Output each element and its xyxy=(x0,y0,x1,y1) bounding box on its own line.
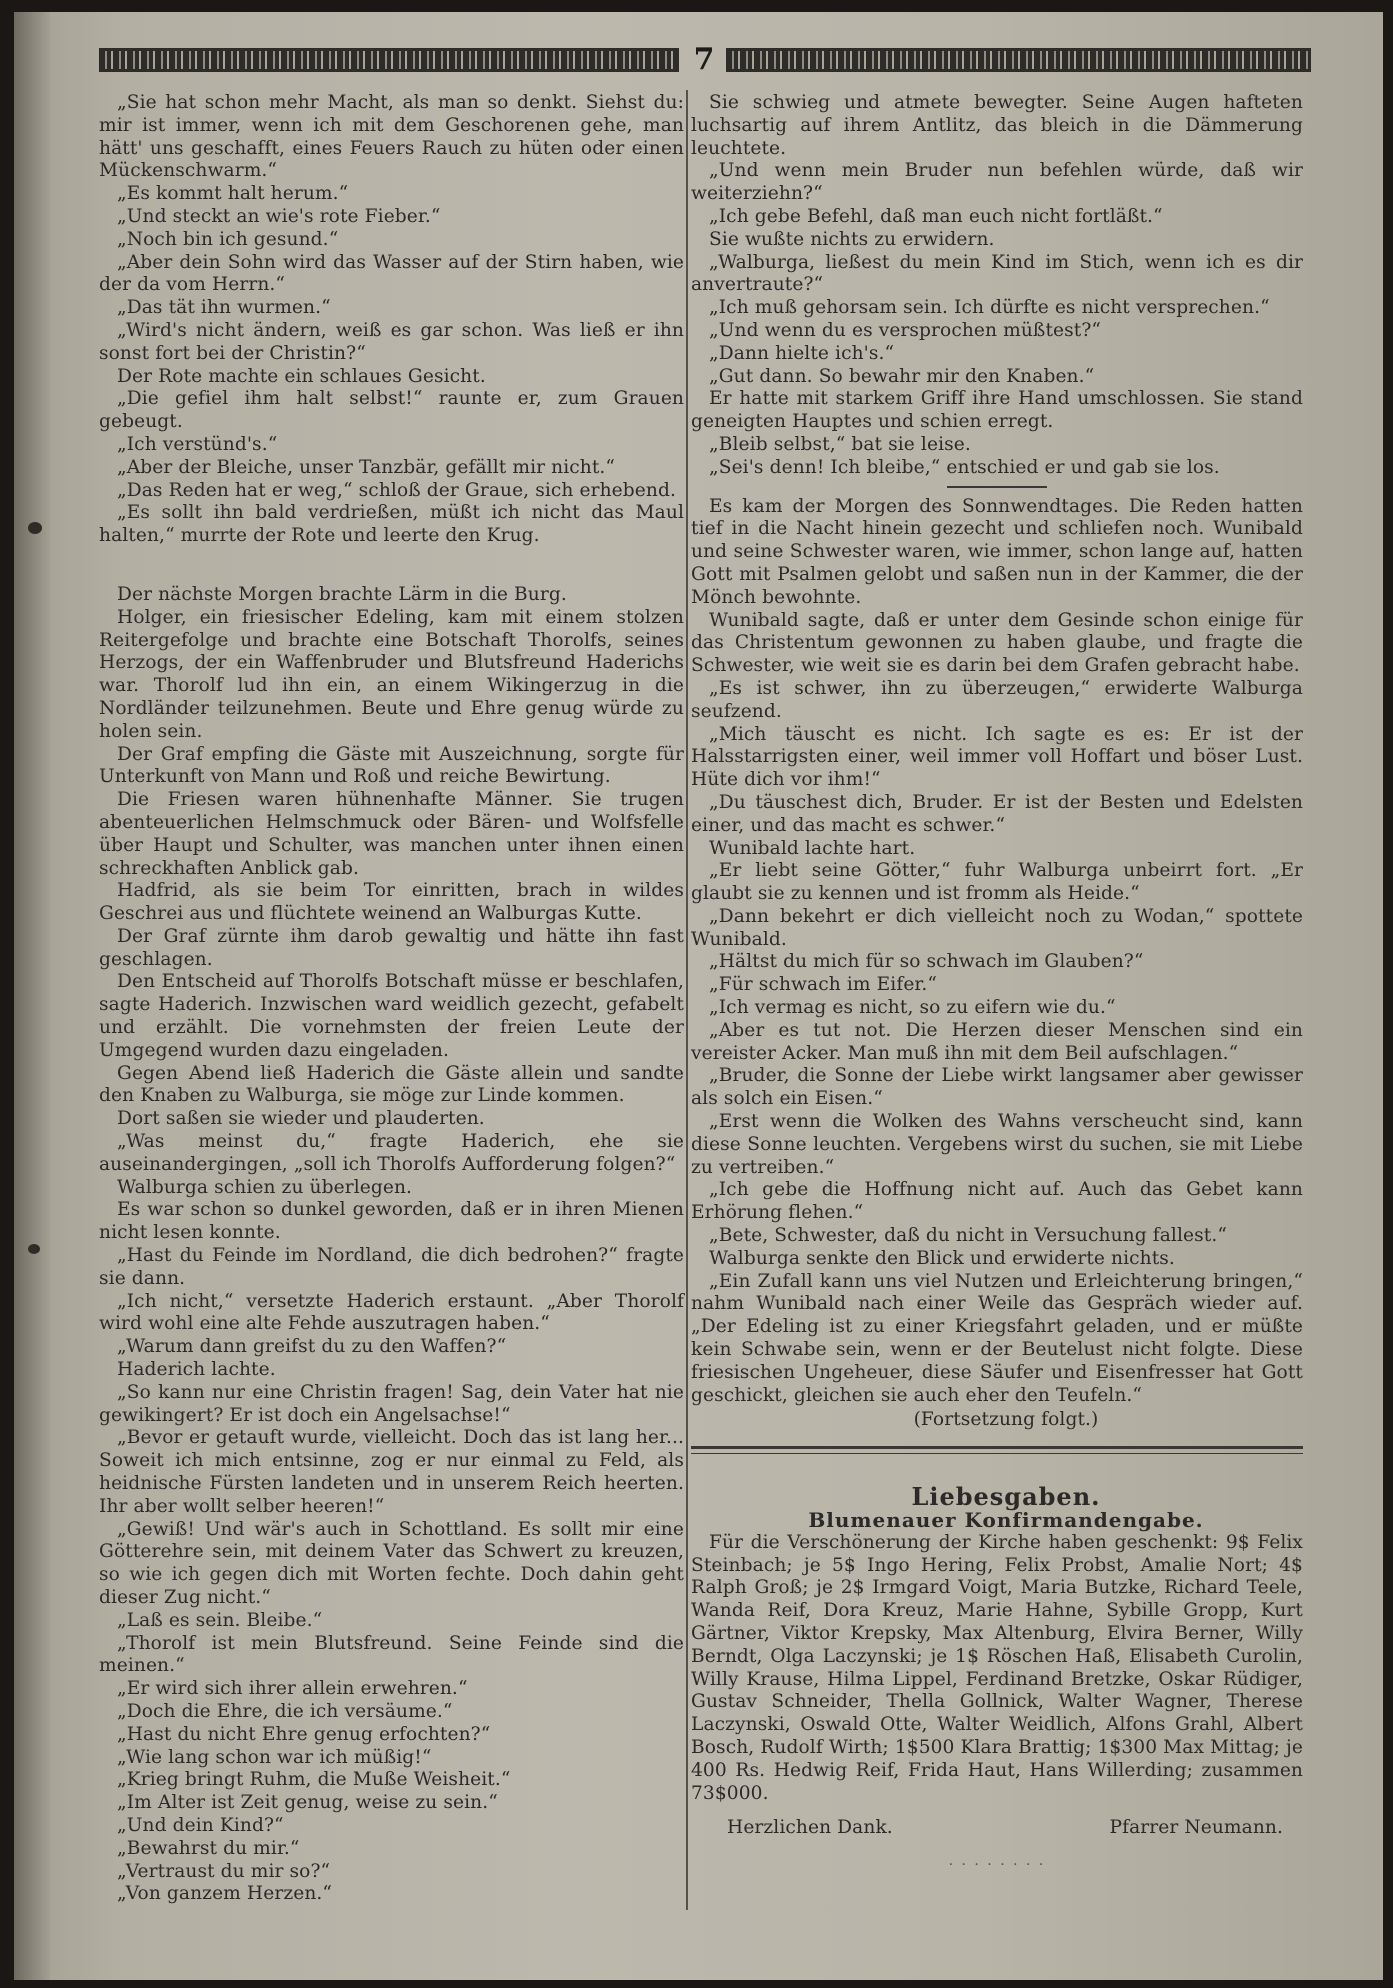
paragraph: „Bleib selbst,“ bat sie leise. xyxy=(709,433,971,455)
paragraph: Die Friesen waren hühnenhafte Männer. Sie trugen abenteuerlichen Helmschmuck oder Bären- und Wolfsfelle über Haupt und Schulter, was manchen unter ihnen einen schreckhaften Anblick gab. xyxy=(99,789,684,879)
paragraph: „Ich nicht,“ versetzte Haderich erstaunt. „Aber Thorolf wird wohl eine alte Fehde auszutragen haben.“ xyxy=(99,1290,684,1335)
paragraph: Er hatte mit starkem Griff ihre Hand umschlossen. Sie stand geneigten Hauptes und schien erregt. xyxy=(691,388,1303,433)
paragraph: „Warum dann greifst du zu den Waffen?“ xyxy=(117,1336,507,1358)
paragraph: „Laß es sein. Bleibe.“ xyxy=(117,1609,323,1631)
paragraph: „Und wenn mein Bruder nun befehlen würde, daß wir weiterziehn?“ xyxy=(691,160,1303,205)
paragraph: „Ich gebe Befehl, daß man euch nicht fortläßt.“ xyxy=(709,205,1163,227)
paragraph: „Mich täuscht es nicht. Ich sagte es es: Er ist der Halsstarrigsten einer, weil immer voll Hoffart und böser Lust. Hüte dich vor ihm!“ xyxy=(691,723,1303,791)
paragraph: Sie schwieg und atmete bewegter. Seine Augen hafteten luchsartig auf ihrem Antlitz, das bleich in die Dämmerung leuchtete. xyxy=(691,92,1303,159)
paragraph: Es war schon so dunkel geworden, daß er in ihren Mienen nicht lesen konnte. xyxy=(99,1199,684,1244)
binding-hole xyxy=(28,1244,40,1254)
paragraph: Walburga schien zu überlegen. xyxy=(117,1176,413,1198)
paragraph: „So kann nur eine Christin fragen! Sag, dein Vater hat nie gewikingert? Er ist doch ein Angelsachse!“ xyxy=(99,1381,684,1426)
story-part-3 xyxy=(691,92,1303,480)
paragraph: Walburga senkte den Blick und erwiderte nichts. xyxy=(709,1247,1175,1269)
paragraph: „Es kommt halt herum.“ xyxy=(117,183,349,205)
paragraph: „Dann hielte ich's.“ xyxy=(709,342,895,364)
story-part-1 xyxy=(99,92,684,548)
paragraph: „Er liebt seine Götter,“ fuhr Walburga unbeirrt fort. „Er glaubt sie zu kennen und ist fromm als Heide.“ xyxy=(691,860,1303,905)
binding-spine xyxy=(14,12,50,1980)
paragraph: „Bruder, die Sonne der Liebe wirkt langsamer aber gewisser als solch ein Eisen.“ xyxy=(691,1065,1303,1110)
paragraph: „Krieg bringt Ruhm, die Muße Weisheit.“ xyxy=(117,1769,511,1791)
paragraph: „Von ganzem Herzen.“ xyxy=(117,1883,333,1905)
paragraph: „Du täuschest dich, Bruder. Er ist der Besten und Edelsten einer, und das macht es schwer.“ xyxy=(691,791,1303,836)
section-rule xyxy=(691,1446,1303,1454)
paragraph: „Thorolf ist mein Blutsfreund. Seine Feinde sind die meinen.“ xyxy=(99,1632,684,1677)
story-part-2 xyxy=(99,584,684,1906)
paragraph: Dort saßen sie wieder und plauderten. xyxy=(117,1108,485,1130)
thanks-text: Herzlichen Dank. xyxy=(727,1817,893,1839)
paragraph: „Wie lang schon war ich müßig!“ xyxy=(117,1746,432,1768)
paragraph: Den Entscheid auf Thorolfs Botschaft müsse er beschlafen, sagte Haderich. Inzwischen ward weidlich gezecht, gefabelt und erzählt. Die vornehmsten der freien Leute der Umgegend wurden dazu eingeladen. xyxy=(99,971,684,1061)
paragraph: „Doch die Ehre, die ich versäume.“ xyxy=(117,1700,453,1722)
paragraph: Der Graf empfing die Gäste mit Auszeichnung, sorgte für Unterkunft von Mann und Roß und reiche Bewirtung. xyxy=(99,743,684,788)
header-ornament-right xyxy=(726,48,1311,72)
paragraph: „Für schwach im Eifer.“ xyxy=(709,974,937,996)
paragraph: Der nächste Morgen brachte Lärm in die Burg. xyxy=(117,583,567,605)
scene-break-rule xyxy=(947,486,1047,488)
paragraph: „Ich muß gehorsam sein. Ich dürfte es nicht versprechen.“ xyxy=(709,297,1270,319)
paragraph: „Aber es tut not. Die Herzen dieser Menschen sind ein vereister Acker. Man muß ihn mit dem Beil aufschlagen.“ xyxy=(691,1019,1303,1064)
paragraph: Es kam der Morgen des Sonnwendtages. Die Reden hatten tief in die Nacht hinein gezecht und schliefen noch. Wunibald und seine Schwester waren, wie immer, schon lange auf, hatten Gott mit Psalmen gelobt und saßen nun in der Kammer, die der Mönch bewohnte. xyxy=(691,495,1303,608)
paragraph: „Die gefiel ihm halt selbst!“ raunte er, zum Grauen gebeugt. xyxy=(99,388,684,433)
right-column xyxy=(691,92,1303,1877)
left-column xyxy=(99,92,684,1906)
signature-line xyxy=(691,1813,1303,1840)
paragraph: „Vertraust du mir so?“ xyxy=(117,1860,331,1882)
paragraph: „Hast du nicht Ehre genug erfochten?“ xyxy=(117,1723,491,1745)
paragraph: „Bewahrst du mir.“ xyxy=(117,1837,300,1859)
paragraph: „Walburga, ließest du mein Kind im Stich, wenn ich es dir anvertraute?“ xyxy=(691,251,1303,296)
end-ornament: · · · · · · · · xyxy=(948,1857,1046,1874)
newspaper-page xyxy=(14,12,1383,1980)
story-part-4 xyxy=(691,496,1303,1408)
paragraph: Haderich lachte. xyxy=(117,1359,276,1381)
paragraph: „Er wird sich ihrer allein erwehren.“ xyxy=(117,1678,468,1700)
paragraph: „Gewiß! Und wär's auch in Schottland. Es sollt mir eine Götterehre sein, mit deinem Vater das Schwert zu kreuzen, so wie ich gegen dich mit Worten fechte. Doch dahin geht dieser Zug nicht.“ xyxy=(99,1518,684,1608)
paragraph: Sie wußte nichts zu erwidern. xyxy=(709,228,995,250)
paragraph: „Dann bekehrt er dich vielleicht noch zu Wodan,“ spottete Wunibald. xyxy=(691,905,1303,950)
paragraph: „Aber der Bleiche, unser Tanzbär, gefällt mir nicht.“ xyxy=(117,456,616,478)
column-divider xyxy=(686,90,688,1910)
paragraph: „Sei's denn! Ich bleibe,“ entschied er und gab sie los. xyxy=(709,456,1220,478)
page-number: 7 xyxy=(693,42,715,77)
paragraph: „Ein Zufall kann uns viel Nutzen und Erleichterung bringen,“ nahm Wunibald nach einer Weile das Gespräch wieder auf. „Der Edeling ist zu einer Kriegsfahrt geladen, und er müßte kein Schwabe sein, wenn er der Beutelust nicht folgte. Diese friesischen Ungeheuer, diese Säufer und Eisenfresser hat Gott geschickt, gleichen sie auch eher den Teufeln.“ xyxy=(691,1270,1303,1406)
paragraph: „Wird's nicht ändern, weiß es gar schon. Was ließ er ihn sonst fort bei der Christin?“ xyxy=(99,319,684,364)
paragraph: „Das tät ihn wurmen.“ xyxy=(117,297,331,319)
paragraph: „Aber dein Sohn wird das Wasser auf der Stirn haben, wie der da vom Herrn.“ xyxy=(99,251,684,296)
paragraph: Wunibald sagte, daß er unter dem Gesinde schon einige für das Christentum gewonnen zu haben glaube, und fragte die Schwester, wie weit sie es darin bei dem Grafen gebracht habe. xyxy=(691,609,1303,677)
paragraph: „Ich verstünd's.“ xyxy=(117,433,278,455)
paragraph: Holger, ein friesischer Edeling, kam mit einem stolzen Reitergefolge und brachte eine Botschaft Thorolfs, seines Herzogs, der ein Waffenbruder und Blutsfreund Haderichs war. Thorolf lud ihn ein, an einem Wikingerzug in die Nordländer teilzunehmen. Beute und Ehre genug würde zu holen sein. xyxy=(99,606,684,742)
section-break xyxy=(99,548,684,584)
paragraph: „Ich gebe die Hoffnung nicht auf. Auch das Gebet kann Erhörung flehen.“ xyxy=(691,1179,1303,1224)
paragraph: Der Rote machte ein schlaues Gesicht. xyxy=(117,365,486,387)
paragraph: Wunibald lachte hart. xyxy=(709,837,916,859)
binding-hole xyxy=(28,522,42,534)
section-subtitle: Blumenauer Konfirmandengabe. xyxy=(808,1508,1204,1533)
paragraph: „Gut dann. So bewahr mir den Knaben.“ xyxy=(709,365,1095,387)
paragraph: „Im Alter ist Zeit genug, weise zu sein.“ xyxy=(117,1792,498,1814)
donation-list: Für die Verschönerung der Kirche haben geschenkt: 9$ Felix Steinbach; je 5$ Ingo Hering, Felix Probst, Amalie Nort; 4$ Ralph Groß; je 2$ Irmgard Voigt, Maria Butzke, Richard Teele, Wanda Reif, Dora Kreuz, Marie Hahne, Sybille Gropp, Kurt Gärtner, Viktor Krepsky, Max Altenburg, Elvira Berner, Willy Berndt, Olga Laczynski; je 1$ Röschen Haß, Elisabeth Curolin, Willy Krause, Hilma Lippel, Ferdinand Bretzke, Oskar Rüdiger, Gustav Schneider, Thella Gollnick, Walter Wagner, Therese Laczynski, Oswald Otte, Walter Weidlich, Alfons Grahl, Albert Bosch, Rudolf Wirth; 1$500 Klara Brattig; 1$300 Max Mittag; je 400 Rs. Hedwig Reif, Frida Haut, Hans Willerding; zusammen 73$000. xyxy=(691,1531,1303,1804)
paragraph: Der Graf zürnte ihm darob gewaltig und hätte ihn fast geschlagen. xyxy=(99,925,684,970)
paragraph: „Es ist schwer, ihn zu überzeugen,“ erwiderte Walburga seufzend. xyxy=(691,677,1303,722)
paragraph: „Bevor er getauft wurde, vielleicht. Doch das ist lang her... Soweit ich mich entsinne, zog er nur einmal zu Feld, als heidnische Fürsten landeten und in unserem Reich heerten. Ihr aber wollt selber heeren!“ xyxy=(99,1427,684,1517)
paragraph: „Bete, Schwester, daß du nicht in Versuchung fallest.“ xyxy=(709,1225,1227,1247)
paragraph: „Hast du Feinde im Nordland, die dich bedrohen?“ fragte sie dann. xyxy=(99,1245,684,1289)
paragraph: „Und wenn du es versprochen müßtest?“ xyxy=(709,319,1102,341)
paragraph: „Sie hat schon mehr Macht, als man so denkt. Siehst du: mir ist immer, wenn ich mit dem Geschorenen gehe, man hätt' uns geschafft, eines Feuers Rauch zu hüten oder einen Mückenschwarm.“ xyxy=(99,92,684,182)
signature: Pfarrer Neumann. xyxy=(1109,1817,1283,1839)
paragraph: „Noch bin ich gesund.“ xyxy=(117,228,339,250)
paragraph: „Was meinst du,“ fragte Haderich, ehe sie auseinandergingen, „soll ich Thorolfs Aufforderung folgen?“ xyxy=(99,1131,684,1175)
paragraph: „Und dein Kind?“ xyxy=(117,1814,284,1836)
paragraph: „Und steckt an wie's rote Fieber.“ xyxy=(117,205,441,227)
section-title: Liebesgaben. xyxy=(911,1482,1101,1512)
paragraph: „Erst wenn die Wolken des Wahns verscheucht sind, kann diese Sonne leuchten. Vergebens wirst du suchen, sie mit Liebe zu vertreiben.“ xyxy=(691,1111,1303,1178)
paragraph: „Es sollt ihn bald verdrießen, müßt ich nicht das Maul halten,“ murrte der Rote und leerte den Krug. xyxy=(99,502,684,547)
paragraph: „Das Reden hat er weg,“ schloß der Graue, sich erhebend. xyxy=(117,479,676,501)
continuation-note: (Fortsetzung folgt.) xyxy=(913,1409,1099,1431)
paragraph: „Ich vermag es nicht, so zu eifern wie du.“ xyxy=(709,997,1116,1019)
paragraph: „Hältst du mich für so schwach im Glauben?“ xyxy=(709,951,1144,973)
paragraph: Hadfrid, als sie beim Tor einritten, brach in wildes Geschrei aus und flüchtete weinend an Walburgas Kutte. xyxy=(99,880,684,925)
paragraph: Gegen Abend ließ Haderich die Gäste allein und sandte den Knaben zu Walburga, sie möge zur Linde kommen. xyxy=(99,1062,684,1107)
header-ornament-left xyxy=(99,48,679,72)
